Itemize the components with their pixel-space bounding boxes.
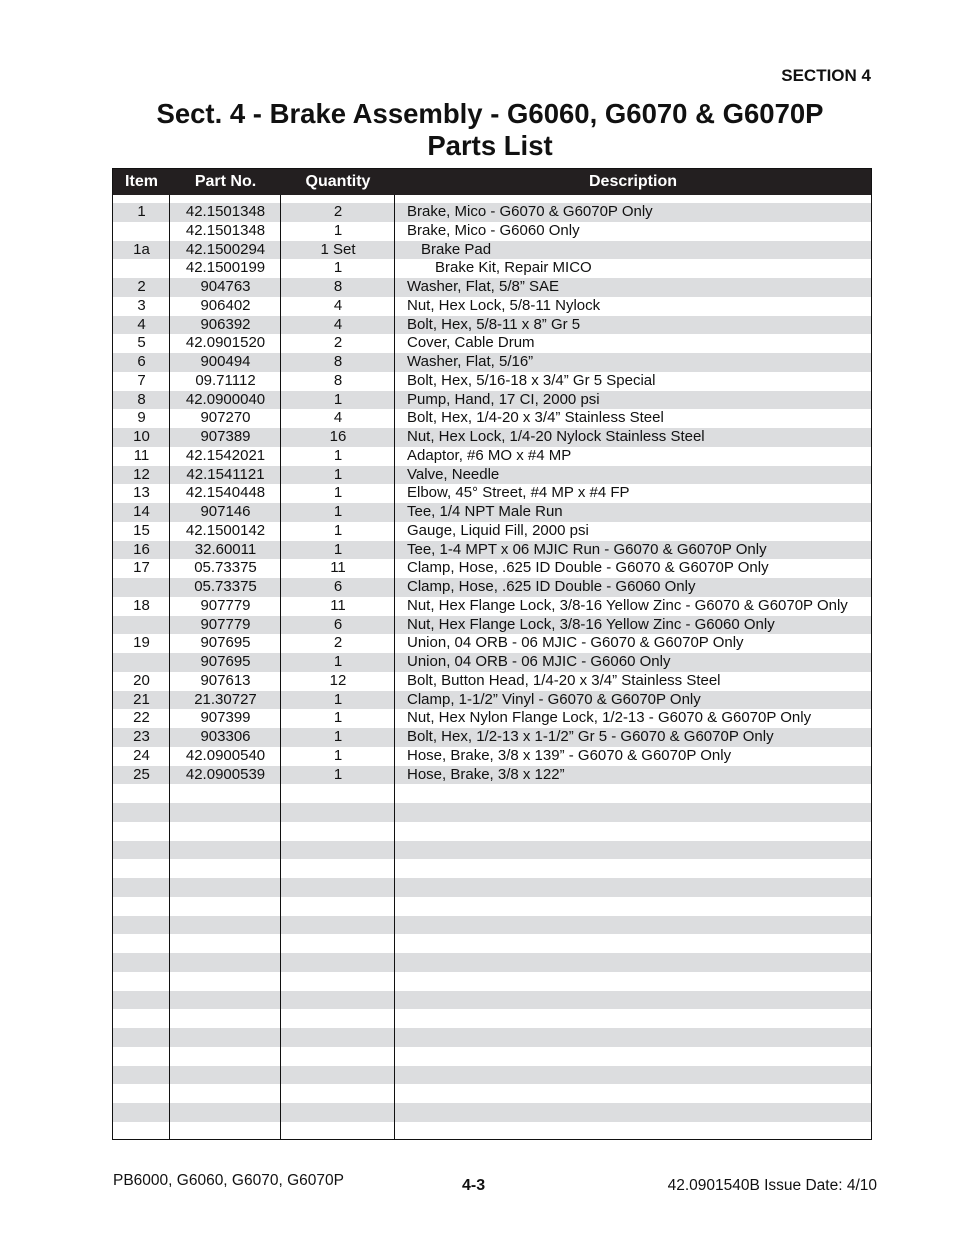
description-cell: [395, 1009, 871, 1028]
title-line-1: Sect. 4 - Brake Assembly - G6060, G6070 & G6070P: [156, 98, 824, 129]
table-row: [113, 709, 871, 728]
quantity-cell: 1: [333, 484, 343, 502]
quantity-cell: 12: [329, 671, 347, 689]
empty-row: [113, 897, 871, 916]
item-cell: 22: [133, 709, 150, 727]
quantity-cell: [281, 991, 395, 1010]
empty-row: [113, 803, 871, 822]
page-title: [0, 98, 954, 162]
empty-row: [113, 916, 871, 935]
quantity-cell: 8: [333, 353, 343, 370]
column-divider: [394, 195, 395, 1139]
table-body: [113, 195, 871, 1139]
footer-doc-info: 42.0901540B Issue Date: 4/10: [667, 1177, 877, 1194]
empty-row: [113, 1084, 871, 1103]
quantity-cell: 11: [330, 596, 346, 614]
description-cell: Gauge, Liquid Fill, 2000 psi: [407, 521, 589, 539]
description-cell: Valve, Needle: [407, 465, 500, 483]
empty-row: [113, 1066, 871, 1085]
part-no-cell: 42.1541121: [186, 465, 265, 483]
part-no-cell: 42.0900540: [185, 746, 266, 764]
quantity-cell: [281, 1066, 395, 1085]
description-cell: [395, 1084, 871, 1103]
part-no-cell: [170, 991, 281, 1010]
quantity-cell: 8: [333, 371, 343, 389]
table-row: [113, 278, 871, 297]
quantity-cell: [281, 1028, 395, 1047]
description-cell: Nut, Hex Lock, 5/8-11 Nylock: [407, 296, 601, 314]
part-no-cell: [170, 803, 281, 822]
quantity-cell: [281, 803, 395, 822]
description-cell: Pump, Hand, 17 CI, 2000 psi: [407, 390, 600, 408]
description-cell: [395, 934, 871, 953]
item-cell: [113, 1028, 170, 1047]
quantity-cell: [281, 897, 395, 916]
item-cell: [113, 259, 170, 278]
part-no-cell: 09.71112: [195, 371, 256, 389]
empty-row: [113, 1103, 871, 1122]
empty-row: [113, 1028, 871, 1047]
description-cell: Brake, Mico - G6060 Only: [407, 221, 580, 239]
table-row: [113, 559, 871, 578]
description-cell: [395, 803, 871, 822]
item-cell: 9: [137, 409, 146, 427]
footer-models: PB6000, G6060, G6070, G6070P: [113, 1172, 344, 1189]
item-cell: [113, 1122, 170, 1140]
table-row: [113, 522, 871, 541]
description-cell: Clamp, 1-1/2” Vinyl - G6070 & G6070P Only: [407, 690, 701, 708]
part-no-cell: [170, 1047, 281, 1066]
column-divider: [280, 195, 281, 1139]
description-cell: [395, 1122, 871, 1140]
description-cell: Bolt, Hex, 5/16-18 x 3/4” Gr 5 Special: [407, 371, 656, 389]
description-cell: Elbow, 45° Street, #4 MP x #4 FP: [407, 484, 630, 502]
description-cell: Nut, Hex Flange Lock, 3/8-16 Yellow Zinc - G6060 Only: [407, 615, 775, 633]
part-no-cell: 907695: [200, 653, 251, 670]
item-cell: 18: [133, 596, 150, 614]
part-no-cell: 906392: [200, 315, 251, 333]
description-cell: Hose, Brake, 3/8 x 122”: [407, 765, 565, 783]
part-no-cell: 42.1540448: [185, 484, 266, 502]
quantity-cell: [281, 916, 395, 935]
part-no-cell: 42.1500199: [185, 259, 266, 277]
description-cell: Brake Pad: [421, 240, 492, 258]
part-no-cell: [170, 972, 281, 991]
part-no-cell: 907270: [200, 409, 251, 427]
description-cell: [395, 822, 871, 841]
empty-row: [113, 1047, 871, 1066]
part-no-cell: [170, 784, 281, 803]
item-cell: [113, 934, 170, 953]
item-cell: [113, 1047, 170, 1066]
part-no-cell: [170, 878, 281, 897]
description-cell: [395, 878, 871, 897]
item-cell: [113, 222, 170, 241]
table-row: [113, 334, 871, 353]
item-cell: [113, 822, 170, 841]
quantity-cell: 1: [333, 690, 343, 708]
item-cell: [113, 784, 170, 803]
description-cell: Tee, 1-4 MPT x 06 MJIC Run - G6070 & G6070P Only: [407, 540, 767, 558]
item-cell: 2: [137, 278, 146, 295]
table-row: [113, 447, 871, 466]
description-cell: Washer, Flat, 5/8” SAE: [407, 278, 559, 295]
item-cell: 6: [137, 353, 146, 370]
item-cell: 8: [137, 390, 146, 408]
item-cell: 5: [137, 334, 146, 352]
part-no-cell: 907146: [200, 503, 251, 520]
part-no-cell: 42.1542021: [185, 446, 266, 464]
item-cell: [113, 1084, 170, 1103]
empty-row: [113, 1009, 871, 1028]
empty-row: [113, 822, 871, 841]
part-no-cell: 907779: [200, 596, 251, 614]
description-cell: Brake, Mico - G6070 & G6070P Only: [407, 203, 653, 220]
part-no-cell: 907389: [200, 428, 251, 445]
part-no-cell: [170, 841, 281, 860]
quantity-cell: 6: [333, 578, 343, 595]
item-cell: 4: [137, 315, 146, 333]
table-row: [113, 747, 871, 766]
quantity-cell: 11: [330, 559, 346, 577]
table-row: [113, 316, 871, 335]
part-no-cell: [170, 859, 281, 878]
quantity-cell: 1: [333, 746, 343, 764]
quantity-cell: 1: [333, 709, 343, 727]
table-rows: [113, 203, 871, 1140]
header-item: Item: [125, 173, 158, 190]
part-no-cell: 907779: [200, 615, 251, 633]
quantity-cell: [281, 841, 395, 860]
description-cell: [395, 841, 871, 860]
table-row: [113, 203, 871, 222]
quantity-cell: 1: [333, 503, 343, 520]
description-cell: Union, 04 ORB - 06 MJIC - G6070 & G6070P Only: [407, 634, 744, 652]
table-row: [113, 241, 871, 260]
quantity-cell: 4: [333, 296, 343, 314]
description-cell: [395, 1066, 871, 1085]
quantity-cell: 2: [333, 334, 343, 352]
item-cell: [113, 991, 170, 1010]
empty-row: [113, 1122, 871, 1140]
item-cell: [113, 916, 170, 935]
table-row: [113, 766, 871, 785]
empty-row: [113, 991, 871, 1010]
section-label: SECTION 4: [781, 66, 871, 85]
table-row: [113, 691, 871, 710]
empty-row: [113, 934, 871, 953]
part-no-cell: 903306: [200, 728, 251, 745]
quantity-cell: 6: [333, 615, 343, 633]
quantity-cell: [281, 859, 395, 878]
part-no-cell: [170, 953, 281, 972]
empty-row: [113, 953, 871, 972]
description-cell: Adaptor, #6 MO x #4 MP: [407, 446, 572, 464]
part-no-cell: 32.60011: [194, 540, 257, 558]
part-no-cell: [170, 1122, 281, 1140]
description-cell: Cover, Cable Drum: [407, 334, 535, 352]
item-cell: [113, 803, 170, 822]
item-cell: 3: [137, 296, 146, 314]
part-no-cell: 42.1500294: [185, 240, 266, 258]
quantity-cell: 1: [333, 765, 343, 783]
description-cell: Brake Kit, Repair MICO: [435, 259, 592, 277]
part-no-cell: 42.0900539: [185, 765, 266, 783]
quantity-cell: 2: [333, 203, 343, 220]
part-no-cell: [170, 1028, 281, 1047]
description-cell: [395, 1028, 871, 1047]
quantity-cell: [281, 1122, 395, 1140]
empty-row: [113, 972, 871, 991]
item-cell: 20: [133, 671, 150, 689]
part-no-cell: 42.1500142: [185, 521, 266, 539]
quantity-cell: 1: [333, 540, 343, 558]
table-row: [113, 503, 871, 522]
item-cell: [113, 1009, 170, 1028]
description-cell: Nut, Hex Nylon Flange Lock, 1/2-13 - G6070 & G6070P Only: [407, 709, 812, 727]
part-no-cell: [170, 934, 281, 953]
item-cell: [113, 1103, 170, 1122]
table-row: [113, 466, 871, 485]
quantity-cell: 1: [333, 653, 343, 670]
description-cell: Nut, Hex Flange Lock, 3/8-16 Yellow Zinc - G6070 & G6070P Only: [407, 596, 848, 614]
quantity-cell: 1: [333, 465, 343, 483]
quantity-cell: [281, 1047, 395, 1066]
part-no-cell: 05.73375: [194, 559, 257, 577]
quantity-cell: 1: [333, 521, 343, 539]
item-cell: [113, 859, 170, 878]
empty-row: [113, 859, 871, 878]
table-header: [113, 169, 871, 195]
table-row: [113, 728, 871, 747]
quantity-cell: 1: [333, 728, 343, 745]
table-row: [113, 484, 871, 503]
description-cell: Clamp, Hose, .625 ID Double - G6070 & G6070P Only: [407, 559, 769, 577]
quantity-cell: [281, 1009, 395, 1028]
table-row: [113, 297, 871, 316]
quantity-cell: 1 Set: [320, 240, 356, 258]
table-row: [113, 428, 871, 447]
description-cell: Tee, 1/4 NPT Male Run: [407, 503, 563, 520]
description-cell: Nut, Hex Lock, 1/4-20 Nylock Stainless Steel: [407, 428, 705, 445]
item-cell: 1a: [133, 240, 150, 258]
part-no-cell: 42.1501348: [185, 203, 266, 220]
item-cell: [113, 616, 170, 635]
item-cell: [113, 1066, 170, 1085]
quantity-cell: 1: [333, 446, 343, 464]
description-cell: Bolt, Hex, 5/8-11 x 8” Gr 5: [407, 315, 581, 333]
quantity-cell: [281, 878, 395, 897]
footer-page-number: 4-3: [462, 1177, 486, 1194]
empty-row: [113, 841, 871, 860]
item-cell: 21: [133, 690, 150, 708]
item-cell: 13: [133, 484, 150, 502]
quantity-cell: [281, 953, 395, 972]
quantity-cell: 1: [333, 259, 343, 277]
table-row: [113, 616, 871, 635]
description-cell: Hose, Brake, 3/8 x 139” - G6070 & G6070P Only: [407, 746, 732, 764]
item-cell: 17: [133, 559, 150, 577]
quantity-cell: [281, 1103, 395, 1122]
table-row: [113, 372, 871, 391]
header-description: Description: [588, 173, 677, 190]
description-cell: [395, 897, 871, 916]
empty-row: [113, 878, 871, 897]
quantity-cell: 1: [333, 390, 343, 408]
part-no-cell: 42.0901520: [185, 334, 266, 352]
item-cell: 7: [137, 371, 146, 389]
description-cell: Bolt, Button Head, 1/4-20 x 3/4” Stainless Steel: [407, 671, 721, 689]
item-cell: 24: [133, 746, 150, 764]
description-cell: Clamp, Hose, .625 ID Double - G6060 Only: [407, 578, 696, 595]
item-cell: [113, 972, 170, 991]
description-cell: Bolt, Hex, 1/2-13 x 1-1/2” Gr 5 - G6070 & G6070P Only: [407, 728, 774, 745]
item-cell: 25: [133, 765, 150, 783]
part-no-cell: [170, 1084, 281, 1103]
table-row: [113, 409, 871, 428]
part-no-cell: [170, 1103, 281, 1122]
description-cell: Washer, Flat, 5/16”: [407, 353, 534, 370]
quantity-cell: [281, 822, 395, 841]
table-row: [113, 541, 871, 560]
part-no-cell: 42.0900040: [185, 390, 266, 408]
table-row: [113, 222, 871, 241]
description-cell: Union, 04 ORB - 06 MJIC - G6060 Only: [407, 653, 671, 670]
part-no-cell: 42.1501348: [185, 221, 266, 239]
part-no-cell: [170, 897, 281, 916]
part-no-cell: 05.73375: [194, 578, 257, 595]
part-no-cell: 900494: [200, 353, 251, 370]
description-cell: [395, 784, 871, 803]
item-cell: 16: [133, 540, 150, 558]
part-no-cell: 904763: [200, 278, 251, 295]
item-cell: 1: [137, 203, 146, 220]
item-cell: 14: [133, 503, 150, 520]
part-no-cell: [170, 1066, 281, 1085]
table-row: [113, 391, 871, 410]
item-cell: 23: [133, 728, 150, 745]
title-line-2: Parts List: [427, 130, 553, 161]
item-cell: [113, 878, 170, 897]
quantity-cell: [281, 972, 395, 991]
description-cell: [395, 916, 871, 935]
table-row: [113, 597, 871, 616]
part-no-cell: [170, 916, 281, 935]
part-no-cell: [170, 822, 281, 841]
header-quantity: Quantity: [305, 173, 371, 190]
quantity-cell: [281, 1084, 395, 1103]
part-no-cell: 907399: [200, 709, 251, 727]
item-cell: 10: [133, 428, 150, 445]
description-cell: [395, 859, 871, 878]
quantity-cell: 8: [333, 278, 343, 295]
empty-row: [113, 784, 871, 803]
quantity-cell: 16: [329, 428, 347, 445]
description-cell: [395, 1103, 871, 1122]
table-row: [113, 634, 871, 653]
quantity-cell: 1: [333, 221, 343, 239]
column-divider: [169, 195, 170, 1139]
item-cell: [113, 897, 170, 916]
table-row: [113, 578, 871, 597]
quantity-cell: 4: [333, 409, 343, 427]
table-row: [113, 259, 871, 278]
parts-table: [112, 168, 872, 1140]
table-row: [113, 672, 871, 691]
part-no-cell: [170, 1009, 281, 1028]
part-no-cell: 907695: [200, 634, 251, 652]
description-cell: [395, 1047, 871, 1066]
item-cell: [113, 653, 170, 672]
table-row: [113, 353, 871, 372]
description-cell: [395, 972, 871, 991]
item-cell: 15: [133, 521, 150, 539]
item-cell: [113, 841, 170, 860]
item-cell: [113, 578, 170, 597]
item-cell: 11: [133, 446, 150, 464]
quantity-cell: [281, 934, 395, 953]
header-part-no: Part No.: [194, 173, 257, 190]
part-no-cell: 906402: [200, 296, 251, 314]
quantity-cell: [281, 784, 395, 803]
part-no-cell: 21.30727: [194, 690, 257, 708]
quantity-cell: 4: [333, 315, 343, 333]
table-row: [113, 653, 871, 672]
part-no-cell: 907613: [200, 671, 251, 689]
description-cell: [395, 991, 871, 1010]
item-cell: 19: [133, 634, 150, 652]
item-cell: [113, 953, 170, 972]
description-cell: [395, 953, 871, 972]
quantity-cell: 2: [333, 634, 343, 652]
item-cell: 12: [133, 465, 150, 483]
description-cell: Bolt, Hex, 1/4-20 x 3/4” Stainless Steel: [407, 409, 664, 427]
